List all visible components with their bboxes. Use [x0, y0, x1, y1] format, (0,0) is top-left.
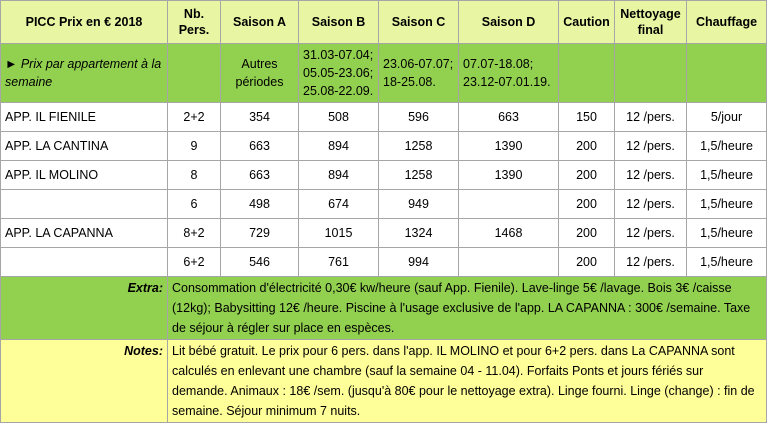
table-row [1, 161, 767, 190]
apartment-name: APP. LA CAPANNA [1, 219, 168, 248]
table-cell: 1,5/heure [687, 161, 767, 190]
table-cell: 6 [168, 190, 221, 219]
table-cell: 1,5/heure [687, 132, 767, 161]
table-cell: 663 [221, 161, 299, 190]
table-cell: 200 [559, 219, 615, 248]
season-a-periods: Autres périodes [221, 44, 299, 103]
table-cell: 5/jour [687, 103, 767, 132]
notes-text: Lit bébé gratuit. Le prix pour 6 pers. dans l'app. IL MOLINO et pour 6+2 pers. dans La CAPANNA sont calculés en enlevant une chambre (sauf la semaine 04 - 11.04). Forfaits Ponts et jours fériés sur demande. Animaux : 18€ /sem. (jusqu'à 80€ pour le nettoyage extra). Linge fourni. Linge (change) : fin de semaine. Séjour minimum 7 nuits. [168, 340, 767, 423]
table-cell: 200 [559, 132, 615, 161]
header-chauffage: Chauffage [687, 1, 767, 44]
table-cell: 8 [168, 161, 221, 190]
table-cell: 12 /pers. [615, 103, 687, 132]
header-title: PICC Prix en € 2018 [1, 1, 168, 44]
table-cell: 546 [221, 248, 299, 277]
table-cell: 1,5/heure [687, 190, 767, 219]
price-intro: ► Prix par appartement à la semaine [1, 44, 168, 103]
table-cell [459, 190, 559, 219]
notes-label: Notes: [1, 340, 168, 423]
table-row [1, 190, 767, 219]
table-cell: 12 /pers. [615, 161, 687, 190]
table-row [1, 103, 767, 132]
season-periods-row [1, 44, 767, 103]
table-cell: 729 [221, 219, 299, 248]
table-cell: 1324 [379, 219, 459, 248]
header-saison-b: Saison B [299, 1, 379, 44]
table-cell: 12 /pers. [615, 190, 687, 219]
apartment-name: APP. LA CANTINA [1, 132, 168, 161]
table-cell: 1258 [379, 161, 459, 190]
table-cell: 1258 [379, 132, 459, 161]
header-saison-c: Saison C [379, 1, 459, 44]
table-cell: 894 [299, 161, 379, 190]
apartment-name: APP. IL FIENILE [1, 103, 168, 132]
table-cell: 1468 [459, 219, 559, 248]
empty-cell [687, 44, 767, 103]
table-cell: 674 [299, 190, 379, 219]
extra-label: Extra: [1, 277, 168, 340]
notes-row [1, 340, 767, 423]
table-cell: 6+2 [168, 248, 221, 277]
table-cell: 12 /pers. [615, 219, 687, 248]
apartment-name [1, 248, 168, 277]
table-cell: 2+2 [168, 103, 221, 132]
extra-row [1, 277, 767, 340]
table-cell: 1,5/heure [687, 248, 767, 277]
table-cell: 663 [221, 132, 299, 161]
empty-cell [615, 44, 687, 103]
empty-cell [168, 44, 221, 103]
table-cell: 200 [559, 190, 615, 219]
header-caution: Caution [559, 1, 615, 44]
table-cell: 508 [299, 103, 379, 132]
table-cell: 1,5/heure [687, 219, 767, 248]
season-b-periods: 31.03-07.04; 05.05-23.06; 25.08-22.09. [299, 44, 379, 103]
empty-cell [559, 44, 615, 103]
table-cell: 761 [299, 248, 379, 277]
table-cell: 894 [299, 132, 379, 161]
apartment-name [1, 190, 168, 219]
table-cell: 596 [379, 103, 459, 132]
table-cell: 1390 [459, 132, 559, 161]
header-nb-pers: Nb. Pers. [168, 1, 221, 44]
table-cell: 354 [221, 103, 299, 132]
table-cell: 663 [459, 103, 559, 132]
table-cell: 1390 [459, 161, 559, 190]
table-cell [459, 248, 559, 277]
table-cell: 498 [221, 190, 299, 219]
season-c-periods: 23.06-07.07; 18-25.08. [379, 44, 459, 103]
table-cell: 150 [559, 103, 615, 132]
table-cell: 994 [379, 248, 459, 277]
header-nettoyage: Nettoyage final [615, 1, 687, 44]
table-row [1, 132, 767, 161]
table-row [1, 219, 767, 248]
apartment-name: APP. IL MOLINO [1, 161, 168, 190]
table-cell: 9 [168, 132, 221, 161]
table-cell: 1015 [299, 219, 379, 248]
header-saison-a: Saison A [221, 1, 299, 44]
table-cell: 8+2 [168, 219, 221, 248]
table-cell: 200 [559, 248, 615, 277]
season-d-periods: 07.07-18.08; 23.12-07.01.19. [459, 44, 559, 103]
header-row [1, 1, 767, 44]
header-saison-d: Saison D [459, 1, 559, 44]
table-row [1, 248, 767, 277]
table-cell: 949 [379, 190, 459, 219]
table-cell: 12 /pers. [615, 248, 687, 277]
table-cell: 12 /pers. [615, 132, 687, 161]
extra-text: Consommation d'électricité 0,30€ kw/heure (sauf App. Fienile). Lave-linge 5€ /lavage. Bois 3€ /caisse (12kg); Babysitting 12€ /heure. Piscine à l'usage exclusive de l'app. LA CAPANNA : 300€ /semaine. Taxe de séjour à régler sur place en espèces. [168, 277, 767, 340]
table-cell: 200 [559, 161, 615, 190]
